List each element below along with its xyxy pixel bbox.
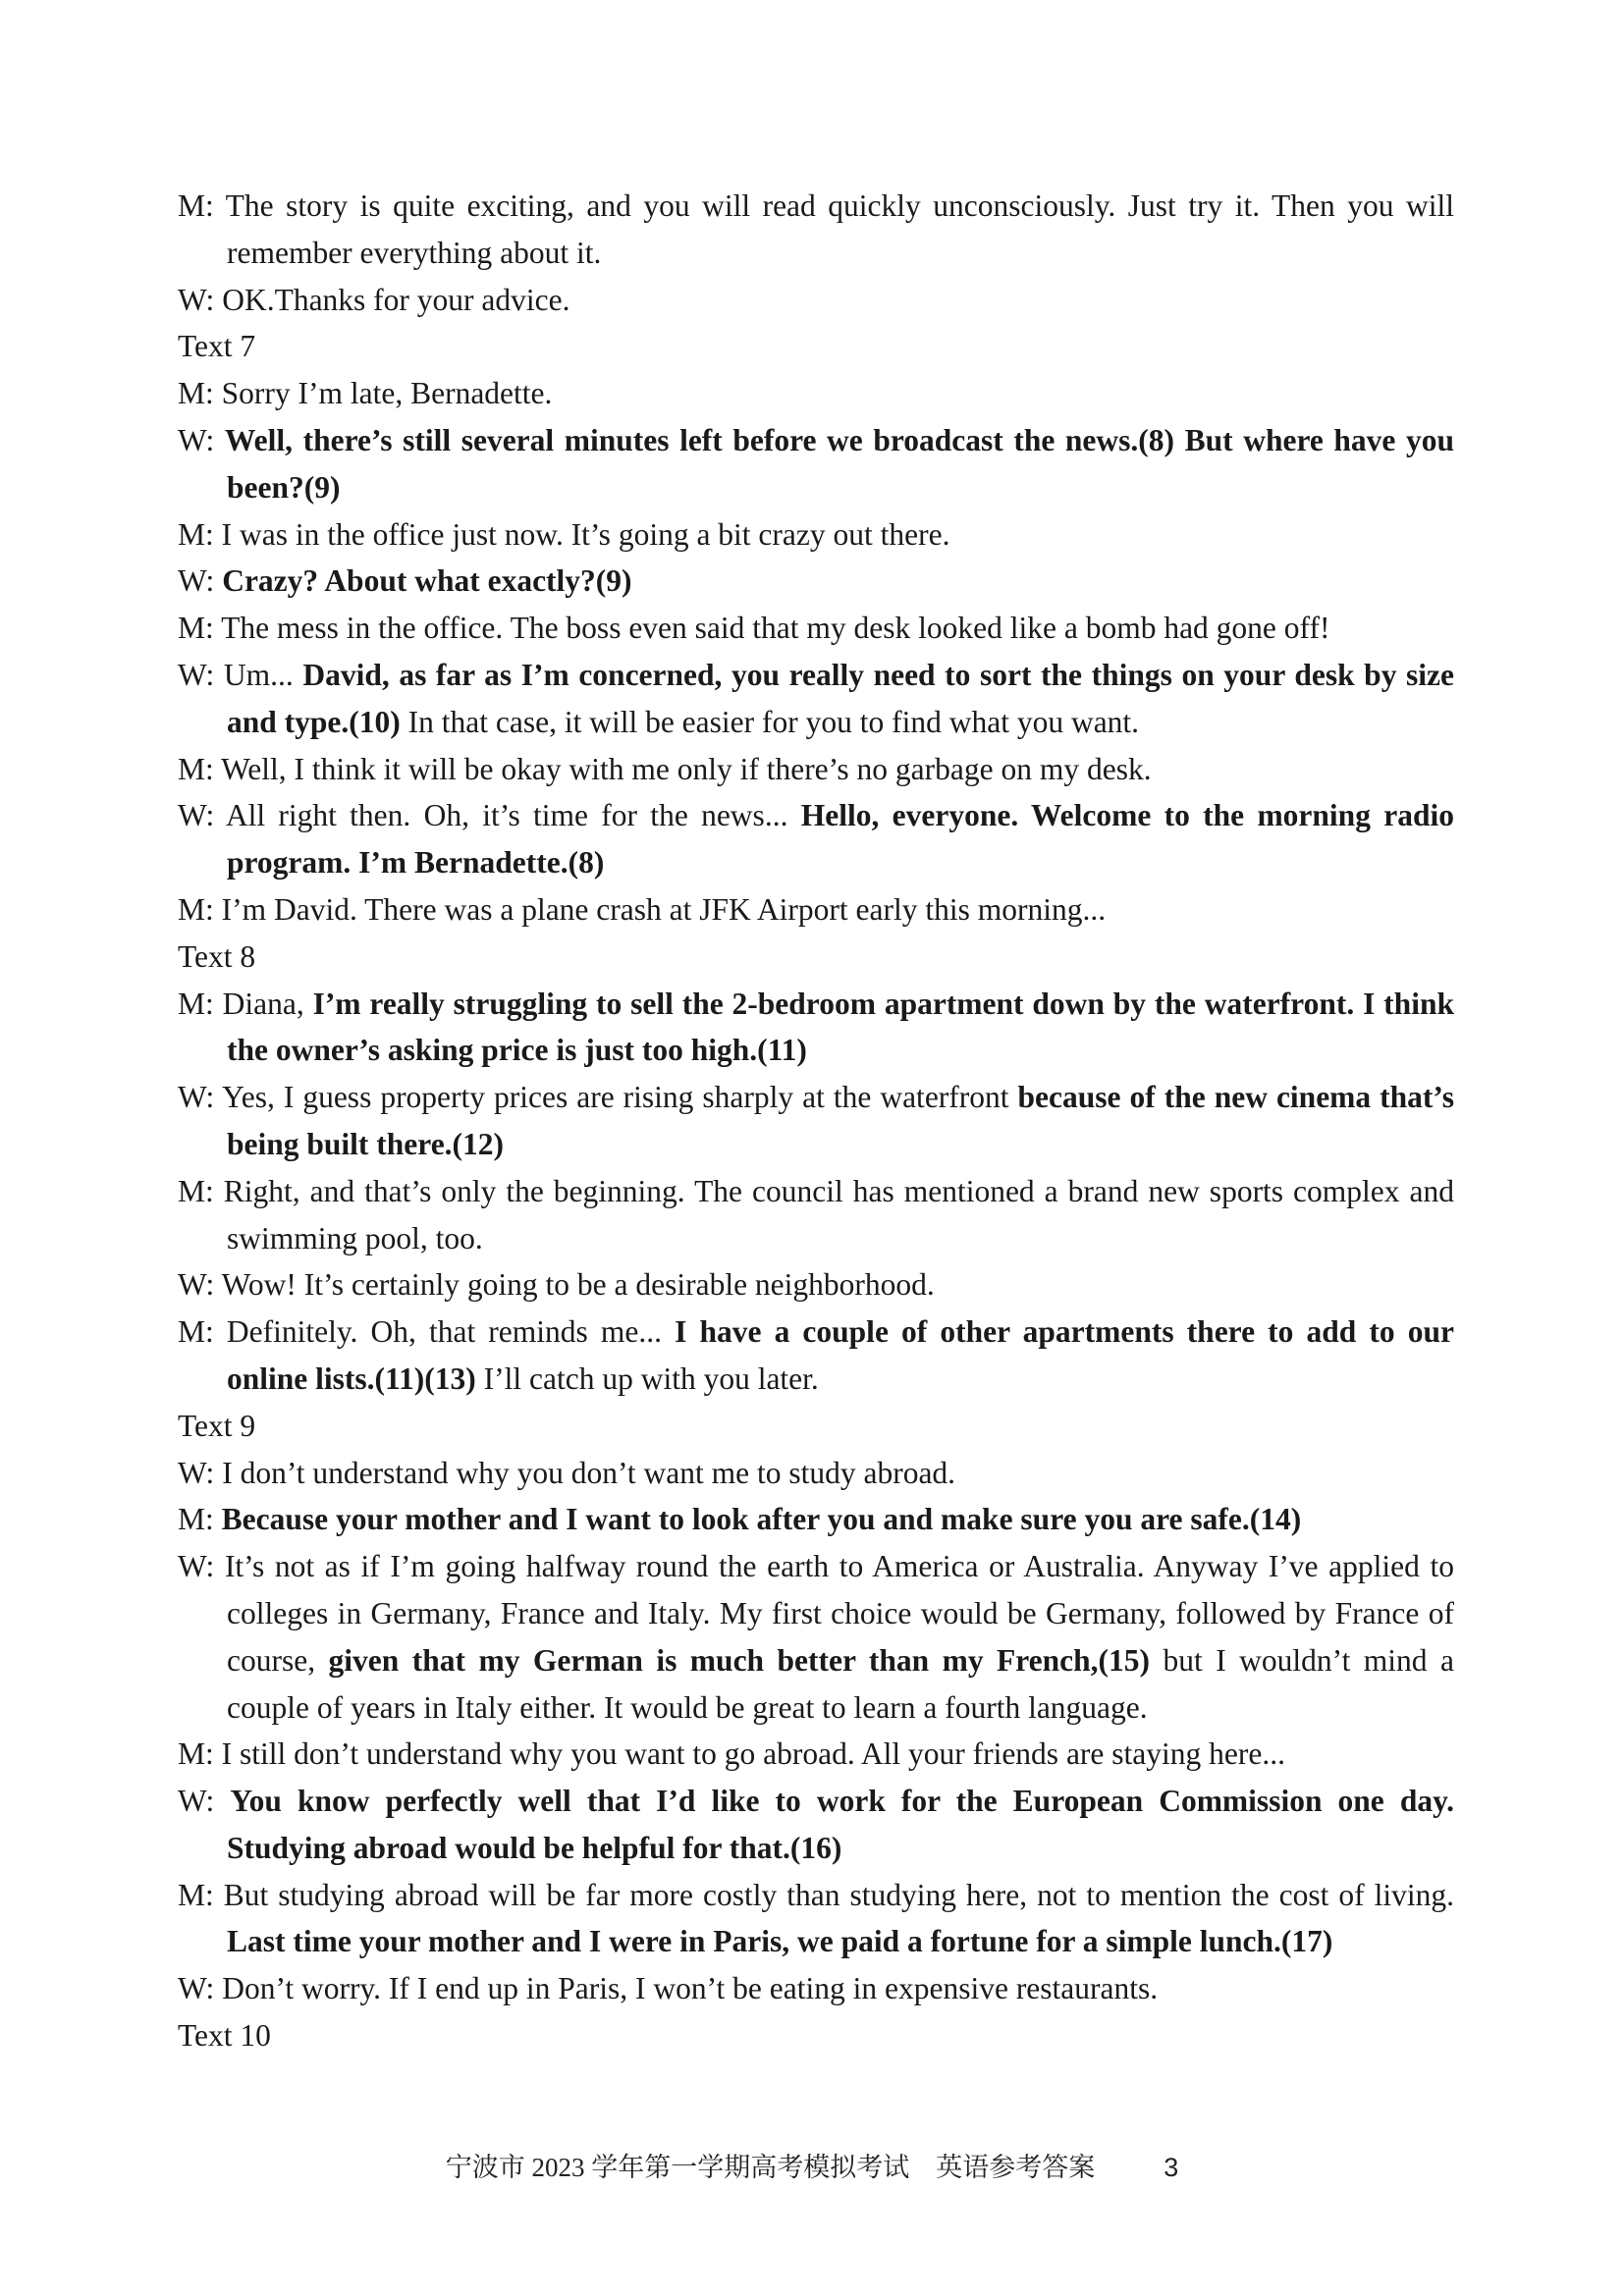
dialogue-line xyxy=(178,1496,1454,1543)
speaker-label: W: xyxy=(178,282,215,317)
dialogue-text: Well, I think it will be okay with me only if there’s no garbage on my desk. xyxy=(213,751,1152,786)
answer-key-text: Well, there’s still several minutes left before we broadcast the news.(8) But where have you been?(9) xyxy=(224,422,1454,505)
dialogue-text: but I wouldn’t mind a couple of years in Italy either. It would be great to learn a fourth language. xyxy=(227,1642,1454,1725)
section-heading: Text 10 xyxy=(178,2018,271,2054)
dialogue-line xyxy=(178,1778,1454,1872)
dialogue-text: It’s not as if I’m going halfway round the earth to America or Australia. Anyway I’ve applied to colleges in Germany, France and Italy. My first choice would be Germany, followed by France of course, xyxy=(214,1549,1454,1678)
dialogue-line xyxy=(178,1965,1454,2012)
dialogue-text: Definitely. Oh, that reminds me... xyxy=(213,1314,676,1350)
answer-key-text: You know perfectly well that I’d like to work for the European Commission one day. Studying abroad would be helpful for that.(16) xyxy=(227,1784,1454,1865)
dialogue-text: In that case, it will be easier for you to find what you want. xyxy=(400,704,1140,739)
dialogue-line xyxy=(178,1308,1454,1403)
dialogue-text: I still don’t understand why you want to go abroad. All your friends are staying here... xyxy=(213,1736,1285,1772)
dialogue-line xyxy=(178,1168,1454,1262)
speaker-label: M: xyxy=(178,1736,214,1772)
answer-key-text: I’m really struggling to sell the 2-bedroom apartment down by the waterfront. I think the owner’s asking price is just too high.(11) xyxy=(227,986,1454,1068)
dialogue-line xyxy=(178,277,1454,324)
speaker-label: M: xyxy=(178,1877,214,1912)
section-heading: Text 7 xyxy=(178,329,256,364)
dialogue-text: Um... xyxy=(214,657,303,692)
dialogue-text: Don’t worry. If I end up in Paris, I won’t be eating in expensive restaurants. xyxy=(214,1971,1159,2006)
speaker-label: M: xyxy=(178,376,214,411)
answer-key-text: I have a couple of other apartments there to add to our online lists.(11)(13) xyxy=(227,1314,1454,1396)
footer-title: 宁波市 2023 学年第一学期高考模拟考试 英语参考答案 xyxy=(445,2153,1096,2182)
dialogue-text: All right then. Oh, it’s time for the news... xyxy=(214,798,801,833)
dialogue-line xyxy=(178,1731,1454,1778)
speaker-label: M: xyxy=(178,611,214,646)
dialogue-text xyxy=(214,1784,230,1818)
dialogue-line xyxy=(178,417,1454,511)
dialogue-line xyxy=(178,792,1454,886)
dialogue-text: I’m David. There was a plane crash at JFK Airport early this morning... xyxy=(213,891,1107,927)
page-footer xyxy=(0,2146,1624,2184)
dialogue-line xyxy=(178,605,1454,652)
speaker-label: W: xyxy=(178,1549,215,1584)
speaker-label: W: xyxy=(178,1455,215,1490)
dialogue-text: I was in the office just now. It’s going a bit crazy out there. xyxy=(213,516,950,552)
speaker-label: W: xyxy=(178,657,215,692)
dialogue-text: Right, and that’s only the beginning. The council has mentioned a brand new sports complex and swimming pool, too. xyxy=(213,1173,1454,1255)
answer-key-text: David, as far as I’m concerned, you really need to sort the things on your desk by size and type.(10) xyxy=(227,657,1454,739)
section-heading: Text 9 xyxy=(178,1408,256,1443)
speaker-label: W: xyxy=(178,563,215,599)
speaker-label: W: xyxy=(178,1971,215,2006)
dialogue-text: Yes, I guess property prices are rising sharply at the waterfront xyxy=(214,1080,1018,1115)
speaker-label: M: xyxy=(178,891,214,927)
dialogue-text: OK.Thanks for your advice. xyxy=(214,282,570,317)
speaker-label: M: xyxy=(178,1502,214,1537)
dialogue-line xyxy=(178,370,1454,417)
speaker-label: W: xyxy=(178,1784,215,1819)
dialogue-line xyxy=(178,886,1454,934)
answer-key-text: given that my German is much better than my French,(15) xyxy=(328,1642,1151,1678)
dialogue-text: Diana, xyxy=(213,986,313,1021)
dialogue-line xyxy=(178,1074,1454,1168)
speaker-label: W: xyxy=(178,422,215,457)
speaker-label: W: xyxy=(178,1080,215,1115)
answer-key-text: Hello, everyone. Welcome to the morning radio program. I’m Bernadette.(8) xyxy=(227,798,1454,881)
speaker-label: M: xyxy=(178,751,214,786)
dialogue-text: The story is quite exciting, and you will read quickly unconsciously. Just try it. Then you will remember everything about it. xyxy=(213,188,1454,270)
speaker-label: M: xyxy=(178,986,214,1021)
dialogue-line xyxy=(178,1261,1454,1308)
speaker-label: W: xyxy=(178,1267,215,1303)
dialogue-line xyxy=(178,981,1454,1075)
answer-key-text: because of the new cinema that’s being built there.(12) xyxy=(227,1080,1454,1161)
transcript-body xyxy=(178,183,1454,2059)
dialogue-text: But studying abroad will be far more costly than studying here, not to mention the cost of living. xyxy=(213,1877,1454,1912)
answer-key-text: Because your mother and I want to look after you and make sure you are safe.(14) xyxy=(221,1502,1302,1537)
dialogue-line xyxy=(178,1543,1454,1731)
speaker-label: M: xyxy=(178,1173,214,1208)
dialogue-text xyxy=(214,1502,222,1536)
dialogue-text: Wow! It’s certainly going to be a desirable neighborhood. xyxy=(214,1267,935,1303)
dialogue-line xyxy=(178,746,1454,793)
section-heading: Text 8 xyxy=(178,938,256,974)
answer-key-text: Crazy? About what exactly?(9) xyxy=(222,563,632,599)
dialogue-text: I don’t understand why you don’t want me to study abroad. xyxy=(214,1455,956,1490)
dialogue-text: The mess in the office. The boss even said that my desk looked like a bomb had gone off! xyxy=(213,611,1330,646)
speaker-label: M: xyxy=(178,1314,214,1350)
dialogue-text: I’ll catch up with you later. xyxy=(475,1361,819,1396)
dialogue-line xyxy=(178,1872,1454,1966)
page-number: 3 xyxy=(1164,2153,1179,2182)
dialogue-line xyxy=(178,183,1454,277)
dialogue-text: Sorry I’m late, Bernadette. xyxy=(213,376,553,411)
speaker-label: W: xyxy=(178,798,215,833)
dialogue-line xyxy=(178,558,1454,605)
dialogue-line xyxy=(178,1450,1454,1497)
speaker-label: M: xyxy=(178,188,214,223)
dialogue-line xyxy=(178,511,1454,559)
answer-key-text: Last time your mother and I were in Paris, we paid a fortune for a simple lunch.(17) xyxy=(227,1924,1333,1959)
dialogue-text xyxy=(214,423,225,457)
dialogue-line xyxy=(178,652,1454,746)
speaker-label: M: xyxy=(178,516,214,552)
